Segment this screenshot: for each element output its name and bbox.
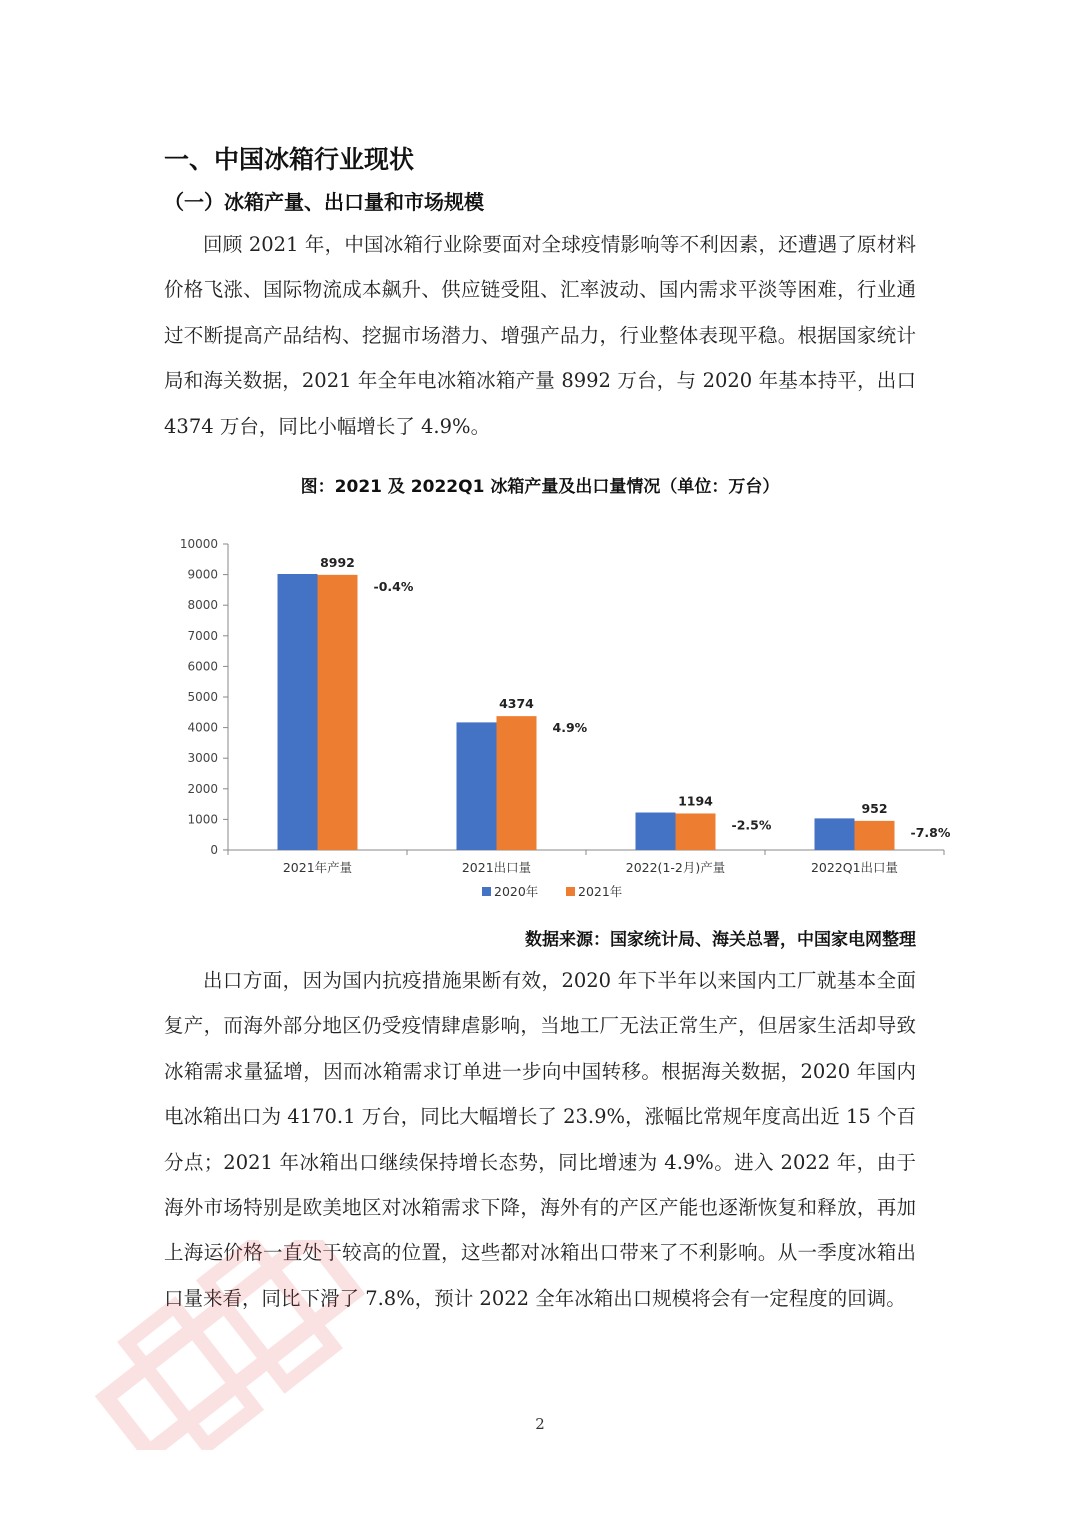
legend-swatch <box>566 887 575 896</box>
y-tick-label: 2000 <box>187 781 218 796</box>
data-label: 4374 <box>499 696 534 712</box>
data-label: 8992 <box>320 554 355 570</box>
legend-label: 2020年 <box>494 884 539 899</box>
x-tick-label: 2022Q1出口量 <box>810 860 899 875</box>
page-number: 2 <box>535 1415 545 1433</box>
y-tick-label: 5000 <box>187 690 218 704</box>
x-tick-label: 2022(1-2月)产量 <box>625 860 726 875</box>
growth-label: -0.4% <box>373 578 414 594</box>
y-tick-label: 6000 <box>187 659 218 674</box>
x-tick-label: 2021出口量 <box>461 860 532 875</box>
growth-label: 4.9% <box>552 720 588 736</box>
x-tick-label: 2021年产量 <box>282 860 353 875</box>
growth-label: -2.5% <box>731 817 772 833</box>
source-note: 数据来源：国家统计局、海关总署，中国家电网整理 <box>525 930 916 950</box>
figure-caption: 图：2021 及 2022Q1 冰箱产量及出口量情况（单位：万台） <box>300 477 780 497</box>
bar-2020 <box>278 574 318 850</box>
subsection-heading: （一）冰箱产量、出口量和市场规模 <box>164 190 484 214</box>
data-label: 1194 <box>678 793 713 809</box>
paragraph-1: 回顾 2021 年，中国冰箱行业除要面对全球疫情影响等不利因素，还遭遇了原材料价格飞涨、国际物流成本飙升、供应链受阻、汇率波动、国内需求平淡等困难，行业通过不断提高产品结构、挖掘市场潜力、增强产品力，行业整体表现平稳。根据国家统计局和海关数据，2021 年全年电冰箱冰箱产量 8992 万台，与 2020 年基本持平，出口 4374 万台，同比小幅增长了 4.9%。 <box>164 233 916 438</box>
y-tick-label: 0 <box>210 843 218 857</box>
growth-label: -7.8% <box>910 824 951 840</box>
bar-2021 <box>318 575 358 850</box>
bar-2021 <box>497 716 537 850</box>
bar-2021 <box>676 813 716 850</box>
paragraph-2: 出口方面，因为国内抗疫措施果断有效，2020 年下半年以来国内工厂就基本全面复产，而海外部分地区仍受疫情肆虐影响，当地工厂无法正常生产，但居家生活却导致冰箱需求量猛增，因而冰箱需求订单进一步向中国转移。根据海关数据，2020 年国内电冰箱出口为 4170.1 万台，同比大幅增长了 23.9%，涨幅比常规年度高出近 15 个百分点；2021 年冰箱出口继续保持增长态势，同比增速为 4.9%。进入 2022 年，由于海外市场特别是欧美地区对冰箱需求下降，海外有的产区产能也逐渐恢复和释放，再加上海运价格一直处于较高的位置，这些都对冰箱出口带来了不利影响。从一季度冰箱出口量来看，同比下滑了 7.8%，预计 2022 全年冰箱出口规模将会有一定程度的回调。 <box>164 969 916 1310</box>
data-label: 952 <box>861 800 888 816</box>
bar-2020 <box>636 813 676 850</box>
legend-swatch <box>482 887 491 896</box>
y-tick-label: 4000 <box>187 720 218 735</box>
bar-2020 <box>815 818 855 850</box>
bar-2020 <box>457 722 497 850</box>
legend-label: 2021年 <box>578 884 623 899</box>
bar-2021 <box>855 821 895 850</box>
y-tick-label: 10000 <box>179 537 218 551</box>
bar-chart <box>164 528 954 913</box>
y-tick-label: 1000 <box>187 812 218 827</box>
y-tick-label: 8000 <box>187 598 218 613</box>
y-tick-label: 3000 <box>187 751 218 766</box>
watermark-logo-icon <box>40 1240 420 1450</box>
y-tick-label: 7000 <box>187 628 218 643</box>
section-heading: 一、中国冰箱行业现状 <box>164 145 415 174</box>
y-tick-label: 9000 <box>187 567 218 582</box>
